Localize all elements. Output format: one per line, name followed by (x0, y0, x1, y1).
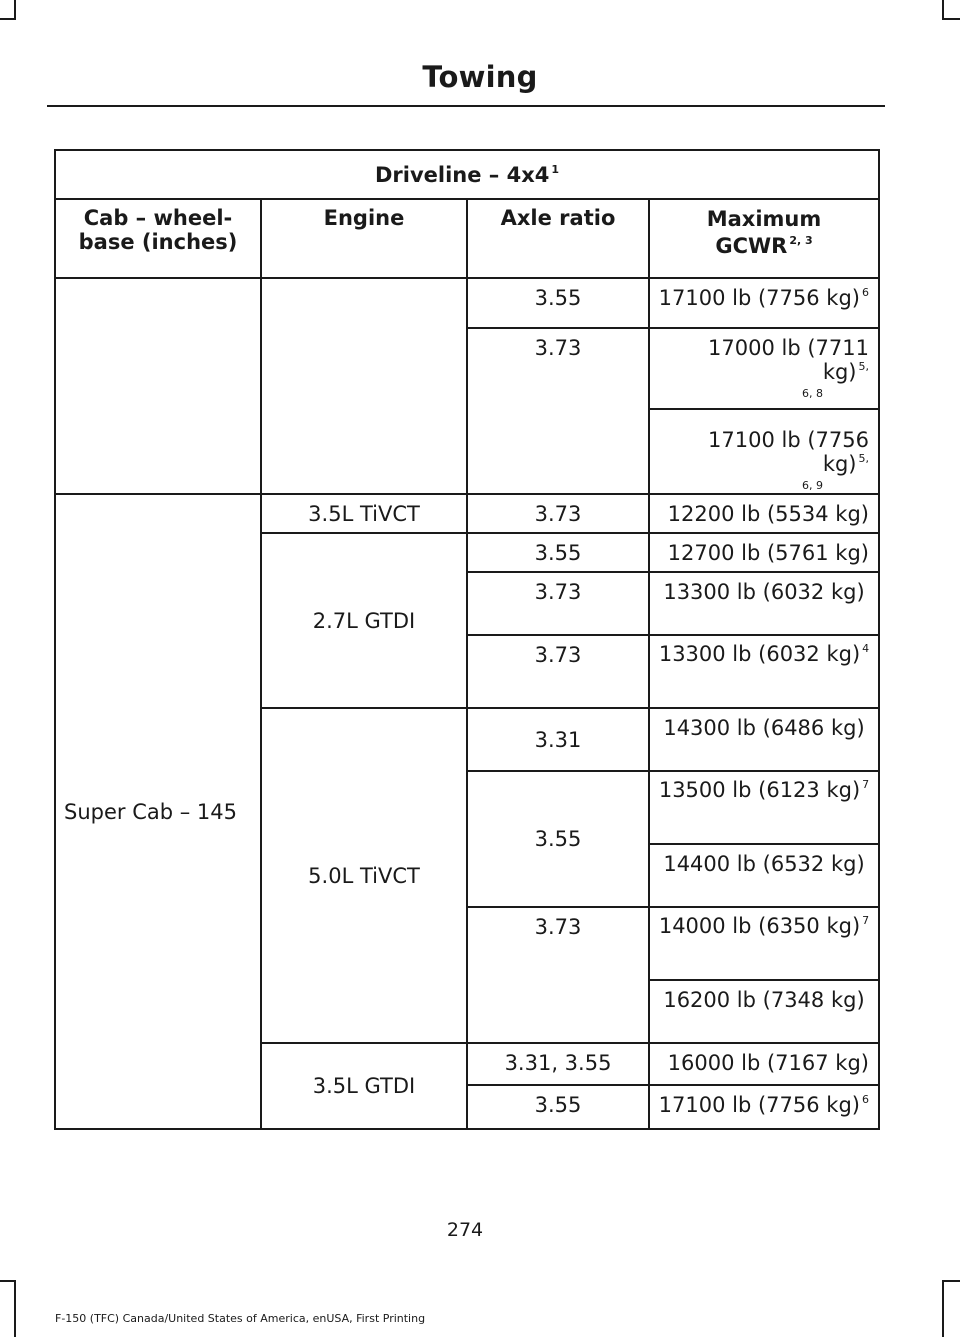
crop-mark-top-left-v (14, 0, 16, 20)
header-axle-ratio: Axle ratio (467, 199, 649, 278)
table-caption (55, 150, 879, 199)
axle-cell: 3.73 (467, 494, 649, 533)
footer-text: F-150 (TFC) Canada/United States of America, enUSA, First Printing (55, 1312, 426, 1325)
gcwr-value: 13300 lb (6032 kg) (658, 642, 861, 666)
cab-cell-blank (55, 278, 261, 494)
table-row (55, 494, 879, 533)
crop-mark-top-right-h (942, 18, 960, 20)
gcwr-cell (649, 771, 879, 844)
gcwr-value: 17000 lb (7711 kg) (708, 336, 869, 384)
table-caption-row (55, 150, 879, 199)
towing-spec-table (54, 149, 880, 1130)
footnote-tail: 6, 9 (802, 479, 823, 492)
table-row (55, 278, 879, 328)
gcwr-cell: 14300 lb (6486 kg) (649, 708, 879, 771)
footnote-ref: 5, (858, 360, 869, 373)
header-max-gcwr-line1: Maximum (706, 207, 822, 231)
footnote-ref: 1 (551, 162, 560, 176)
axle-cell: 3.55 (467, 771, 649, 907)
crop-mark-bottom-left-v (14, 1280, 16, 1337)
gcwr-value: 17100 lb (7756 kg) (658, 1093, 860, 1117)
axle-cell: 3.73 (467, 572, 649, 635)
gcwr-cell (649, 278, 879, 328)
crop-mark-bottom-right-v (942, 1280, 944, 1337)
footnote-ref: 6 (862, 286, 869, 299)
axle-cell: 3.55 (467, 533, 649, 572)
title-rule (47, 105, 885, 107)
table-header-row (55, 199, 879, 278)
crop-mark-top-right-v (942, 0, 944, 20)
footnote-ref: 5, (858, 452, 869, 465)
axle-cell: 3.73 (467, 907, 649, 1043)
gcwr-cell: 14400 lb (6532 kg) (649, 844, 879, 907)
gcwr-cell (649, 907, 879, 980)
axle-cell: 3.55 (467, 1085, 649, 1129)
gcwr-cell (649, 635, 879, 708)
footnote-ref: 6 (862, 1093, 869, 1106)
footnote-ref: 7 (862, 914, 870, 927)
gcwr-cell: 16200 lb (7348 kg) (649, 980, 879, 1043)
engine-cell-blank (261, 278, 467, 494)
gcwr-cell: 12200 lb (5534 kg) (649, 494, 879, 533)
axle-cell: 3.73 (467, 635, 649, 708)
crop-mark-bottom-right-h (942, 1280, 960, 1282)
page-number: 274 (446, 1219, 484, 1241)
footnote-tail: 6, 8 (802, 387, 823, 400)
engine-cell: 3.5L TiVCT (261, 494, 467, 533)
crop-mark-top-left-h (0, 18, 16, 20)
axle-cell: 3.55 (467, 278, 649, 328)
gcwr-value: 17100 lb (7756 kg) (708, 428, 869, 476)
gcwr-cell (649, 328, 879, 409)
engine-cell: 2.7L GTDI (261, 533, 467, 708)
gcwr-value: 17100 lb (7756 kg) (658, 286, 860, 310)
gcwr-cell: 16000 lb (7167 kg) (649, 1043, 879, 1085)
footnote-ref: 2, 3 (789, 234, 813, 247)
engine-cell: 3.5L GTDI (261, 1043, 467, 1129)
header-engine: Engine (261, 199, 467, 278)
axle-cell: 3.73 (467, 328, 649, 494)
caption-text: Driveline – 4x4 (374, 162, 550, 187)
header-max-gcwr-line2: GCWR (715, 234, 788, 258)
axle-cell: 3.31, 3.55 (467, 1043, 649, 1085)
gcwr-cell: 13300 lb (6032 kg) (649, 572, 879, 635)
footnote-ref: 7 (862, 778, 870, 791)
axle-cell: 3.31 (467, 708, 649, 771)
gcwr-cell: 12700 lb (5761 kg) (649, 533, 879, 572)
engine-cell: 5.0L TiVCT (261, 708, 467, 1043)
header-cab: Cab – wheel-base (inches) (55, 199, 261, 278)
crop-mark-bottom-left-h (0, 1280, 16, 1282)
gcwr-value: 14000 lb (6350 kg) (658, 914, 861, 938)
gcwr-cell (649, 409, 879, 494)
cab-cell: Super Cab – 145 (55, 494, 261, 1129)
gcwr-cell (649, 1085, 879, 1129)
gcwr-value: 13500 lb (6123 kg) (658, 778, 861, 802)
header-max-gcwr (649, 199, 879, 278)
footnote-ref: 4 (862, 642, 870, 655)
page-title: Towing (422, 60, 538, 94)
